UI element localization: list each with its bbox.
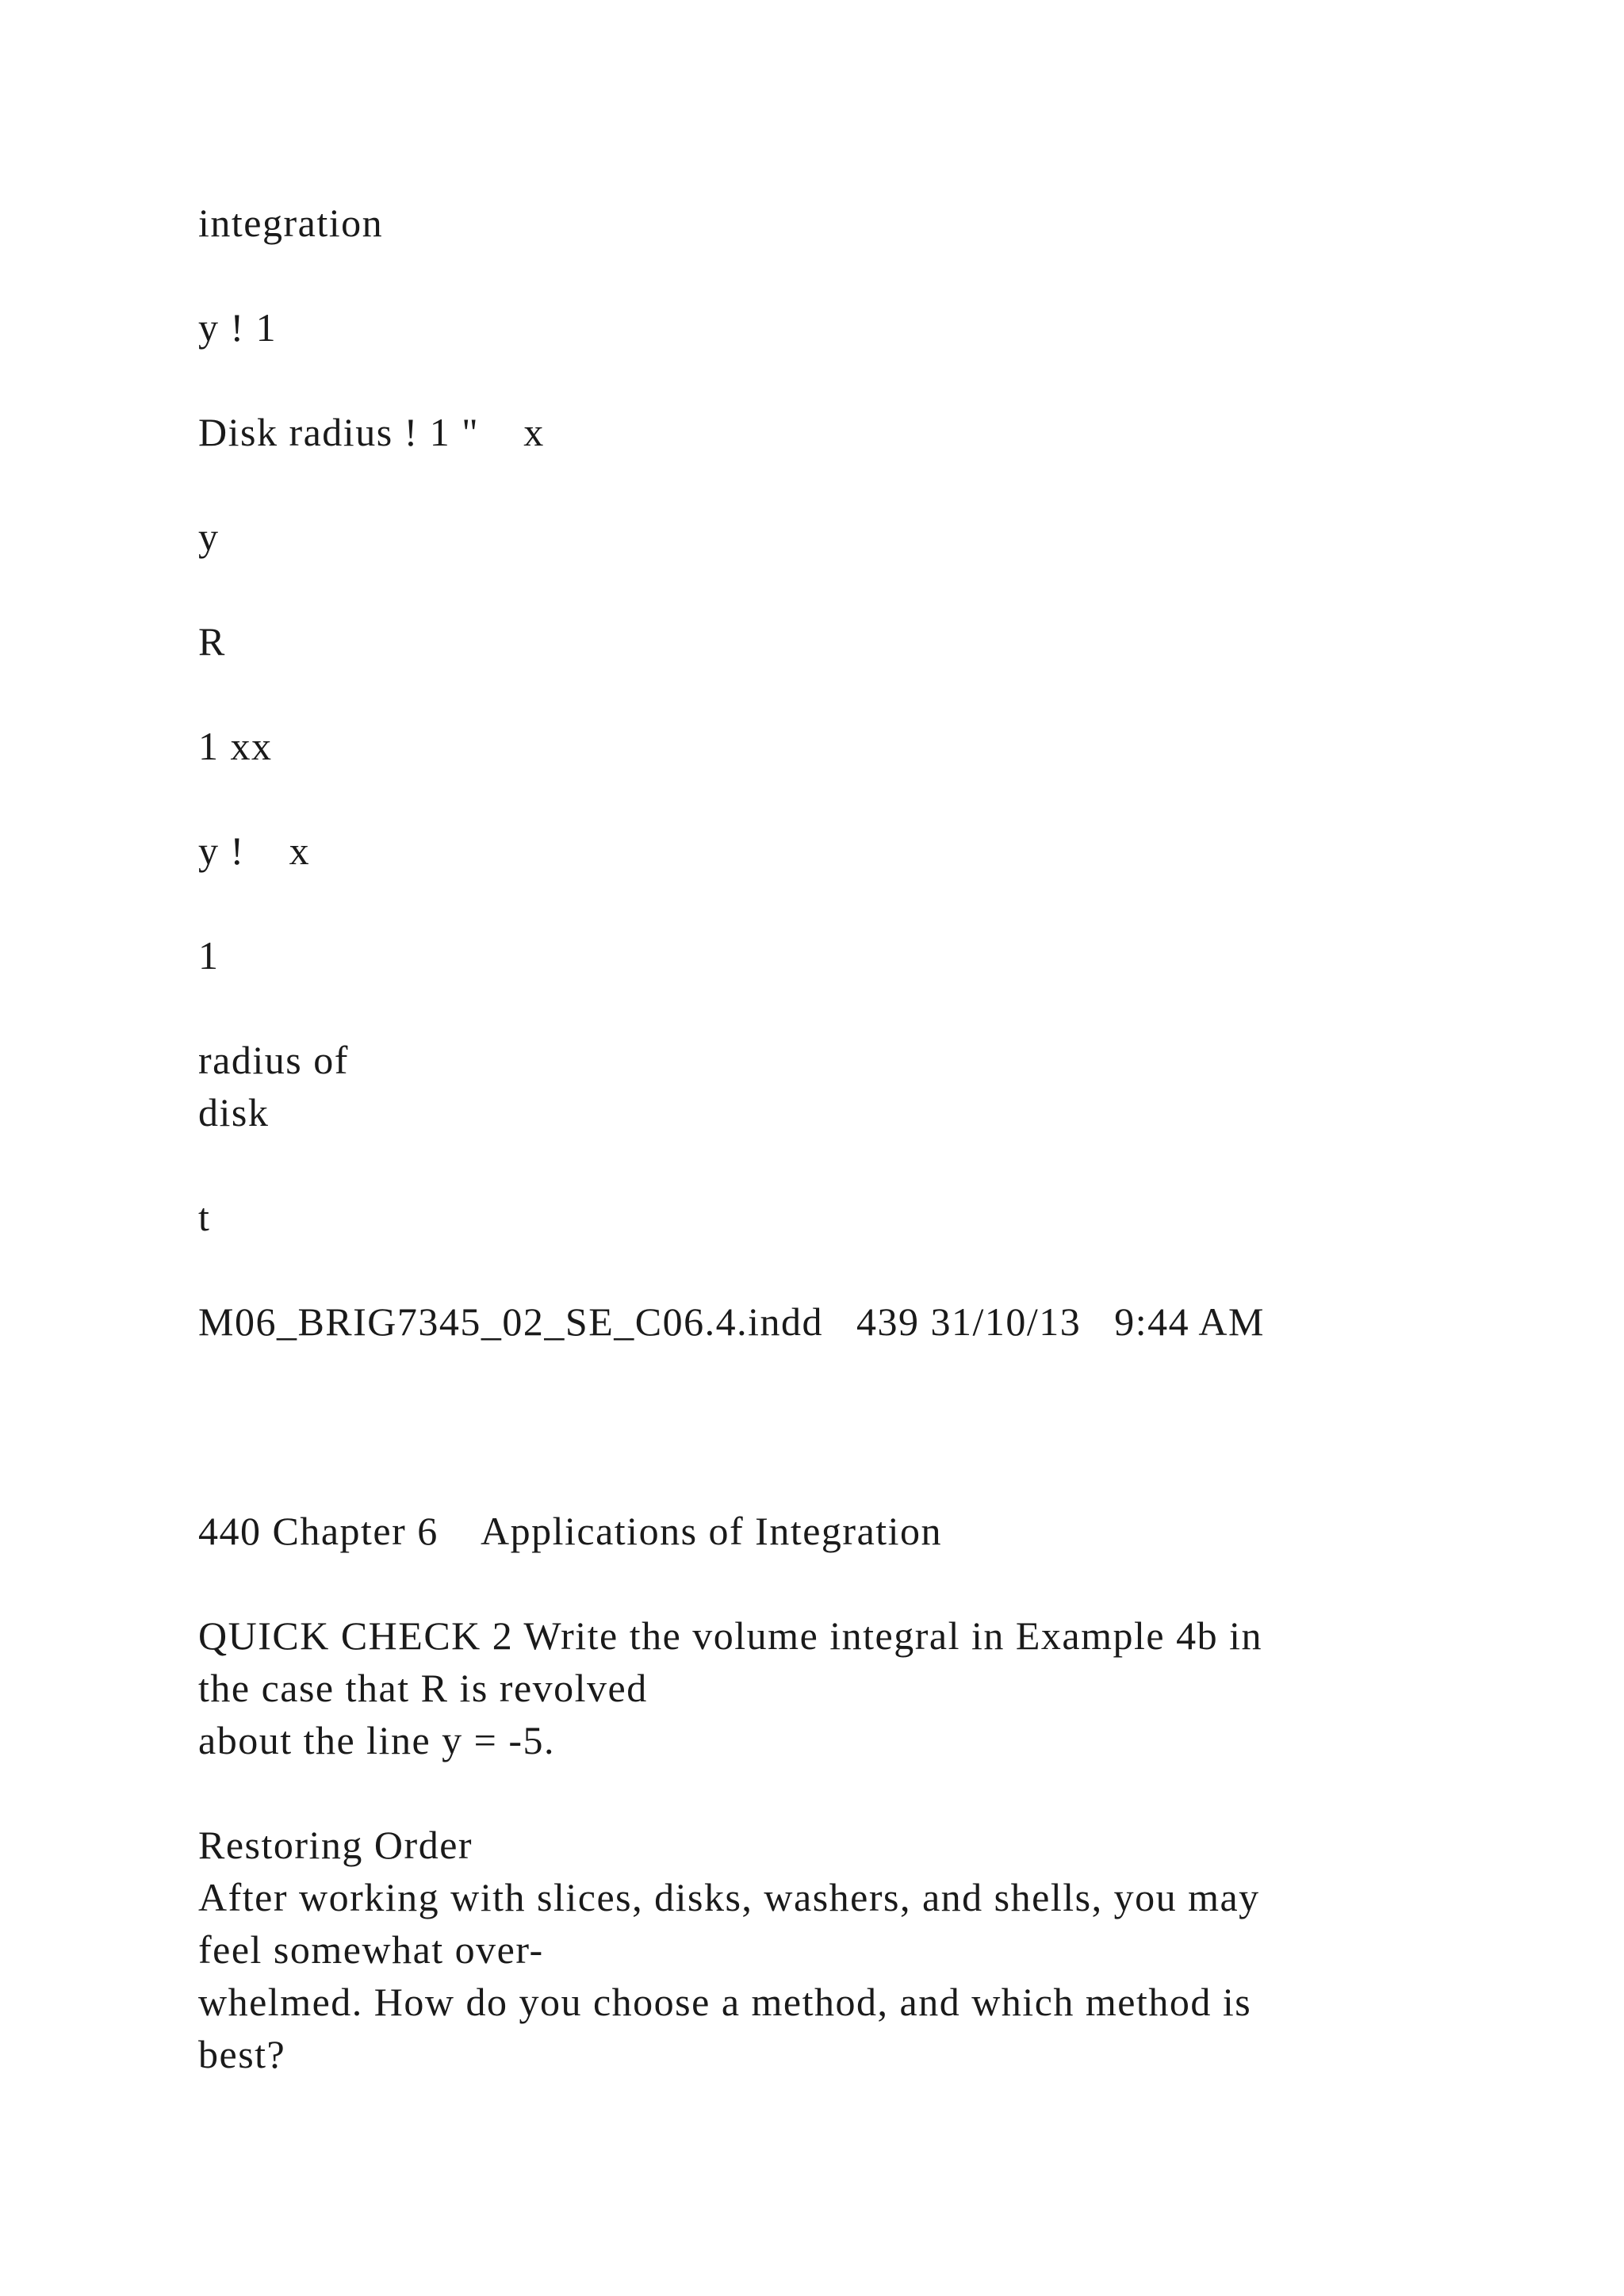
text-1-xx: 1 xx [198,724,273,768]
section-line-4: best? [198,2032,286,2076]
quick-check-line-1: QUICK CHECK 2 Write the volume integral in Example 4b in [198,1613,1262,1658]
text-disk-radius: Disk radius ! 1 " x [198,410,545,454]
quick-check-paragraph [198,1609,1262,1766]
text-t: t [198,1195,211,1239]
section-title: Restoring Order [198,1823,473,1867]
section-line-2: feel somewhat over- [198,1927,544,1972]
text-disk: disk [198,1090,270,1135]
text-radius-of: radius of [198,1038,349,1082]
quick-check-line-3: about the line y = -5. [198,1718,555,1762]
quick-check-line-2: the case that R is revolved [198,1666,648,1710]
file-info-line: M06_BRIG7345_02_SE_C06.4.indd 439 31/10/13 9:44 AM [198,1299,1265,1344]
text-integration: integration [198,201,384,245]
text-y: y [198,515,220,559]
text-radius-of-disk [198,1034,349,1138]
text-y-equals-x: y ! x [198,828,311,873]
restoring-order-section [198,1819,1260,2080]
section-line-1: After working with slices, disks, washers, and shells, you may [198,1875,1260,1919]
text-r: R [198,619,226,664]
section-line-3: whelmed. How do you choose a method, and which method is [198,1980,1252,2024]
text-y-equals-1: y ! 1 [198,305,278,350]
text-1: 1 [198,933,220,978]
page-header: 440 Chapter 6 Applications of Integration [198,1509,943,1553]
